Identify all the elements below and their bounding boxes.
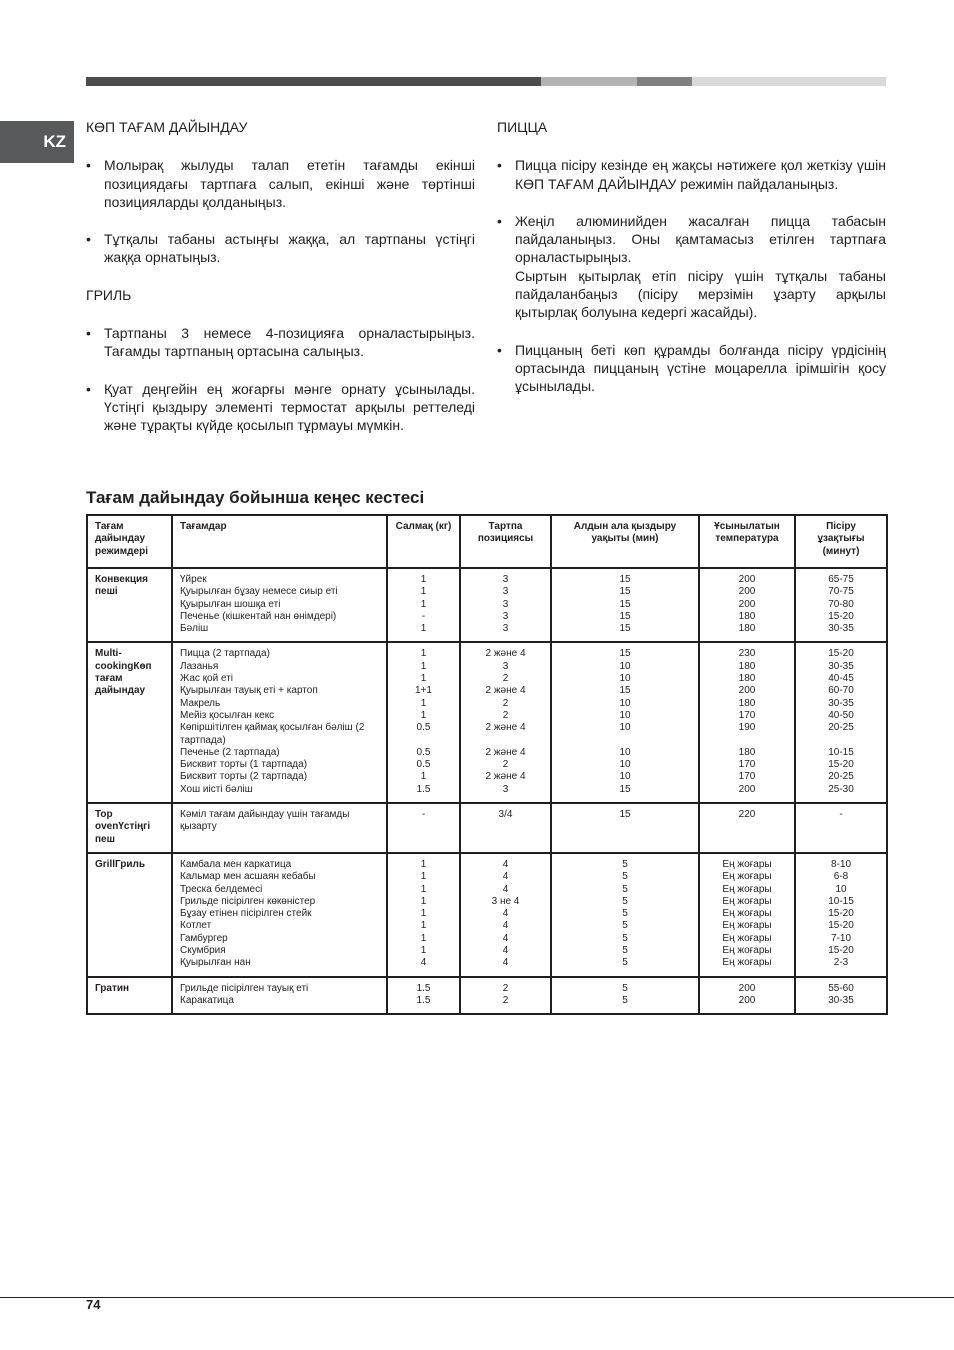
temp-value: Ең жоғары	[722, 858, 772, 870]
rack-value: 4	[502, 871, 509, 883]
rack-cell	[460, 568, 551, 642]
temp-value: 200	[738, 994, 756, 1006]
time-value: 65-75	[828, 574, 854, 585]
column-header: Салмақ (кг)	[387, 515, 460, 568]
weight-value: 1	[420, 883, 427, 895]
cooking-tips-table	[86, 514, 888, 1015]
dishes-value: Көпіршітілген қаймақ қосылған бәліш (2 тартпада)	[180, 722, 365, 746]
rack-value: 4	[502, 945, 509, 957]
temp-value: Ең жоғары	[722, 883, 772, 895]
weight-value: 0.5	[416, 722, 431, 734]
time-value: 15-20	[828, 920, 854, 932]
table-header-row	[87, 515, 887, 568]
weight-value: 1	[420, 648, 427, 660]
dishes-cell	[172, 803, 387, 853]
table-row	[87, 853, 887, 977]
rack-value: 2	[502, 982, 509, 994]
weight-value: 1.5	[416, 783, 431, 795]
time-value: 70-80	[828, 598, 854, 610]
preheat-value: 5	[622, 994, 628, 1006]
preheat-value: 5	[622, 908, 628, 920]
dishes-value: Үйрек	[180, 574, 207, 585]
weight-value: -	[421, 809, 426, 821]
time-cell	[795, 642, 887, 803]
preheat-value: 5	[622, 895, 628, 907]
section-title-grill: ГРИЛЬ	[86, 286, 132, 303]
time-value: 40-45	[828, 673, 854, 685]
section-title-pizza: ПИЦЦА	[497, 119, 548, 135]
header-bar-segment	[637, 77, 692, 86]
temp-value: Ең жоғары	[722, 957, 772, 969]
rack-value: 2	[502, 697, 509, 709]
temp-value: 200	[738, 982, 756, 994]
time-cell	[795, 977, 887, 1015]
weight-value: 1	[420, 574, 427, 585]
weight-value: 0.5	[416, 746, 431, 758]
temp-cell	[699, 642, 795, 803]
time-value: 10-15	[828, 895, 854, 907]
temp-value: Ең жоғары	[722, 945, 772, 957]
time-value: 15-20	[828, 945, 854, 957]
weight-value	[395, 735, 452, 747]
rack-value: 2 және 4	[485, 771, 526, 783]
weight-cell	[387, 977, 460, 1015]
temp-value: 200	[738, 685, 756, 697]
column-header: Тартпа позициясы	[460, 515, 551, 568]
preheat-cell	[551, 977, 699, 1015]
weight-value: 4	[420, 957, 427, 969]
dishes-value: Қуырылған нан	[180, 957, 251, 969]
time-cell	[795, 803, 887, 853]
list-item: • Пиццаның беті көп құрамды болғанда пісіру үрдісінің ортасында пиццаның үстіне моцарелла ірімшігін қосу ұсынылады.	[497, 341, 886, 396]
list-item: • Пицца пісіру кезінде ең жақсы нәтижеге қол жеткізу үшін КӨП ТАҒАМ ДАЙЫНДАУ режимін пайдаланыңыз.	[497, 156, 886, 193]
page-number: 74	[86, 1297, 101, 1312]
preheat-value: 5	[622, 957, 628, 969]
time-value: 55-60	[828, 982, 854, 994]
preheat-value: 10	[619, 697, 631, 709]
rack-value: 3	[502, 783, 509, 795]
mode-cell: Top ovenҮстіңгі пеш	[87, 803, 172, 853]
footer-rule	[0, 1297, 954, 1298]
temp-value: Ең жоғары	[722, 871, 772, 883]
table-row	[87, 977, 887, 1015]
rack-value: 2	[502, 759, 509, 771]
rack-value	[468, 735, 543, 747]
rack-cell	[460, 803, 551, 853]
rack-value: 3 не 4	[491, 895, 520, 907]
weight-cell	[387, 642, 460, 803]
preheat-value: 5	[622, 945, 628, 957]
temp-value: 180	[738, 746, 756, 758]
weight-value: 1.5	[416, 982, 431, 994]
rack-cell	[460, 977, 551, 1015]
rack-value: 3	[502, 574, 509, 585]
temp-value: 180	[738, 660, 756, 672]
time-value: 7-10	[830, 932, 851, 944]
preheat-value: 10	[619, 722, 631, 734]
temp-value: 220	[738, 809, 756, 821]
temp-value	[707, 735, 787, 747]
weight-cell	[387, 853, 460, 977]
dishes-value: Жас қой еті	[180, 673, 234, 685]
preheat-value: 5	[622, 858, 628, 870]
temp-cell	[699, 803, 795, 853]
weight-value: 1	[420, 623, 427, 635]
mode-cell: Гратин	[87, 977, 172, 1015]
rack-value: 2	[502, 673, 509, 685]
rack-value: 4	[502, 908, 509, 920]
time-value: 70-75	[828, 586, 854, 598]
rack-value: 4	[502, 920, 509, 932]
temp-value: Ең жоғары	[722, 895, 772, 907]
list-item-text: Жеңіл алюминийден жасалған пицца табасын пайдаланыңыз. Оны қамтамасыз етілген тартпаға орналастырыңыз.	[515, 212, 886, 266]
column-header: Ұсынылатын температура	[699, 515, 795, 568]
time-value: 6-8	[833, 871, 849, 883]
temp-value: 170	[738, 709, 756, 721]
temp-cell	[699, 977, 795, 1015]
multicooking-list	[86, 156, 475, 266]
weight-value: 1+1	[415, 685, 432, 697]
dishes-value: Камбала мен каркатица	[180, 858, 292, 870]
preheat-value: 10	[619, 709, 631, 721]
table-title: Тағам дайындау бойынша кеңес кестесі	[86, 488, 425, 507]
preheat-value: 10	[619, 746, 631, 758]
weight-value: 1	[420, 908, 427, 920]
weight-value: 1	[420, 660, 427, 672]
temp-value: 200	[738, 574, 756, 585]
temp-value: 180	[738, 623, 756, 635]
preheat-value: 15	[619, 610, 631, 622]
rack-value: 2 және 4	[485, 648, 526, 660]
dishes-value: Бұзау етінен пісірілген стейк	[180, 908, 312, 920]
weight-value: 1	[420, 945, 427, 957]
time-value: 15-20	[828, 648, 854, 660]
temp-value: 180	[738, 673, 756, 685]
rack-cell	[460, 642, 551, 803]
time-value: 15-20	[828, 759, 854, 771]
left-column	[86, 118, 475, 454]
rack-value: 3	[502, 598, 509, 610]
time-value: 20-25	[828, 771, 854, 783]
dishes-value: Мейіз қосылған кекс	[180, 709, 275, 721]
time-value: 60-70	[828, 685, 854, 697]
temp-value: 170	[738, 771, 756, 783]
dishes-value: Скумбрия	[180, 945, 226, 957]
preheat-cell	[551, 803, 699, 853]
table-row	[87, 803, 887, 853]
rack-value: 4	[502, 932, 509, 944]
column-header: Пісіру ұзақтығы (минут)	[795, 515, 887, 568]
rack-value: 2 және 4	[485, 746, 526, 758]
preheat-value: 15	[619, 783, 631, 795]
rack-value: 3	[502, 623, 509, 635]
dishes-value: Макрель	[180, 697, 221, 709]
section-title-multicooking: КӨП ТАҒАМ ДАЙЫНДАУ	[86, 119, 248, 135]
weight-value: 1	[420, 598, 427, 610]
temp-value: 170	[738, 759, 756, 771]
weight-value: 1	[420, 709, 427, 721]
right-column	[497, 118, 886, 415]
list-item: • Тұтқалы табаны астыңғы жаққа, ал тартпаны үстіңгі жаққа орнатыңыз.	[86, 230, 475, 267]
weight-value: 1	[420, 673, 427, 685]
table-row	[87, 568, 887, 642]
preheat-value: 15	[619, 598, 631, 610]
mode-cell: Multi-cookingКөп тағам дайындау	[87, 642, 172, 803]
time-value: 25-30	[828, 783, 854, 795]
weight-value: 1	[420, 920, 427, 932]
temp-value: 200	[738, 598, 756, 610]
column-header: Тағамдар	[172, 515, 387, 568]
preheat-value: 10	[619, 673, 631, 685]
dishes-value: Треска белдемесі	[180, 883, 263, 895]
rack-value: 2	[502, 709, 509, 721]
weight-value: 0.5	[416, 759, 431, 771]
weight-cell	[387, 568, 460, 642]
preheat-cell	[551, 642, 699, 803]
preheat-value: 10	[619, 660, 631, 672]
temp-value: 190	[738, 722, 756, 734]
list-item: • Тартпаны 3 немесе 4-позицияға орналастырыңыз. Тағамды тартпаның ортасына салыңыз.	[86, 324, 475, 361]
column-header: Тағам дайындау режимдері	[87, 515, 172, 568]
table-row	[87, 642, 887, 803]
header-bar	[86, 77, 886, 86]
header-bar-segment	[541, 77, 637, 86]
dishes-cell	[172, 977, 387, 1015]
temp-value: Ең жоғары	[722, 920, 772, 932]
dishes-value: Пицца (2 тартпада)	[180, 648, 270, 660]
dishes-value: Қуырылған бұзау немесе сиыр еті	[180, 586, 338, 598]
dishes-value: Грильде пісірілген тауық еті	[180, 982, 309, 994]
preheat-cell	[551, 853, 699, 977]
preheat-value	[559, 735, 691, 747]
dishes-value: Қуырылған шошқа еті	[180, 598, 281, 610]
preheat-value: 5	[622, 982, 628, 994]
list-item	[497, 212, 886, 322]
time-value	[803, 735, 879, 747]
header-bar-segment	[692, 77, 886, 86]
list-item-extra: Сыртын қытырлақ етіп пісіру үшін тұтқалы табаны пайдаланбаңыз (пісіру мерзімін ұзарту арқылы қытырлақ болуына кедергі жасайды).	[515, 267, 886, 321]
dishes-value: Грильде пісірілген көкөністер	[180, 895, 316, 907]
temp-value: Ең жоғары	[722, 908, 772, 920]
time-value: 10-15	[828, 746, 854, 758]
time-cell	[795, 853, 887, 977]
time-value: -	[839, 809, 843, 821]
preheat-value: 15	[619, 685, 631, 697]
time-value: 30-35	[828, 623, 854, 635]
rack-value: 3	[502, 610, 509, 622]
dishes-value: Бәліш	[180, 623, 209, 635]
dishes-value: Кәміл тағам дайындау үшін тағамды қызарту	[180, 809, 350, 833]
weight-value: 1.5	[416, 994, 431, 1006]
weight-value: 1	[420, 895, 427, 907]
preheat-value: 5	[622, 932, 628, 944]
preheat-value: 15	[619, 586, 631, 598]
dishes-value: Печенье (кішкентай нан өнімдері)	[180, 610, 337, 622]
header-bar-segment	[86, 77, 541, 86]
preheat-value: 5	[622, 883, 628, 895]
temp-value: 200	[738, 783, 756, 795]
rack-value: 4	[502, 858, 509, 870]
pizza-list	[497, 156, 886, 395]
weight-value: 1	[420, 858, 427, 870]
mode-cell: Конвекция пеші	[87, 568, 172, 642]
time-value: 10	[835, 883, 847, 895]
preheat-value: 10	[619, 759, 631, 771]
weight-value: 1	[420, 932, 427, 944]
grill-list	[86, 324, 475, 434]
preheat-value: 15	[619, 809, 631, 821]
preheat-value: 15	[619, 648, 631, 660]
time-value: 15-20	[828, 908, 854, 920]
column-header: Алдын ала қыздыру уақыты (мин)	[551, 515, 699, 568]
weight-value: -	[421, 610, 426, 622]
dishes-value: Гамбургер	[180, 932, 228, 944]
preheat-value: 15	[619, 623, 631, 635]
temp-cell	[699, 568, 795, 642]
rack-value: 2 және 4	[485, 685, 526, 697]
preheat-cell	[551, 568, 699, 642]
dishes-value: Хош иісті бәліш	[180, 783, 253, 795]
weight-value: 1	[420, 697, 427, 709]
dishes-value: Печенье (2 тартпада)	[180, 746, 280, 758]
temp-value: Ең жоғары	[722, 932, 772, 944]
dishes-cell	[172, 568, 387, 642]
preheat-value: 5	[622, 920, 628, 932]
rack-cell	[460, 853, 551, 977]
time-value: 20-25	[828, 722, 854, 734]
time-value: 30-35	[828, 994, 854, 1006]
preheat-value: 10	[619, 771, 631, 783]
preheat-value: 15	[619, 574, 631, 585]
dishes-cell	[172, 853, 387, 977]
temp-value: 200	[738, 586, 756, 598]
weight-value: 1	[420, 771, 427, 783]
temp-value: 230	[738, 648, 756, 660]
temp-value: 180	[738, 610, 756, 622]
dishes-value: Қуырылған тауық еті + картоп	[180, 685, 318, 697]
dishes-value: Бисквит торты (2 тартпада)	[180, 771, 308, 783]
list-item: • Қуат деңгейін ең жоғарғы мәнге орнату ұсынылады. Үстіңгі қыздыру элементі термостат арқылы реттеледі және тұрақты күйде қосылып тұрмауы мүмкін.	[86, 380, 475, 435]
temp-value: 180	[738, 697, 756, 709]
dishes-cell	[172, 642, 387, 803]
time-value: 8-10	[830, 858, 851, 870]
rack-value: 2	[502, 994, 509, 1006]
dishes-value: Лазанья	[180, 660, 219, 672]
mode-cell: GrillГриль	[87, 853, 172, 977]
rack-value: 3	[502, 586, 509, 598]
dishes-value: Каракатица	[180, 994, 234, 1006]
rack-value: 2 және 4	[485, 722, 526, 734]
time-value: 2-3	[833, 957, 849, 969]
rack-value: 3/4	[498, 809, 513, 821]
rack-value: 4	[502, 957, 509, 969]
rack-value: 4	[502, 883, 509, 895]
weight-cell	[387, 803, 460, 853]
table-body	[87, 568, 887, 1014]
rack-value: 3	[502, 660, 509, 672]
time-value: 30-35	[828, 660, 854, 672]
weight-value: 1	[420, 586, 427, 598]
dishes-value: Котлет	[180, 920, 212, 932]
temp-cell	[699, 853, 795, 977]
time-cell	[795, 568, 887, 642]
list-item: • Молырақ жылуды талап ететін тағамды екінші позициядағы тартпаға салып, екінші және төртінші позицияларды қолданыңыз.	[86, 156, 475, 211]
time-value: 30-35	[828, 697, 854, 709]
dishes-value: Бисквит торты (1 тартпада)	[180, 759, 308, 771]
weight-value: 1	[420, 871, 427, 883]
time-value: 15-20	[828, 610, 854, 622]
time-value: 40-50	[828, 709, 854, 721]
dishes-value: Кальмар мен асшаян кебабы	[180, 871, 316, 883]
language-tab: KZ	[0, 121, 74, 163]
preheat-value: 5	[622, 871, 628, 883]
